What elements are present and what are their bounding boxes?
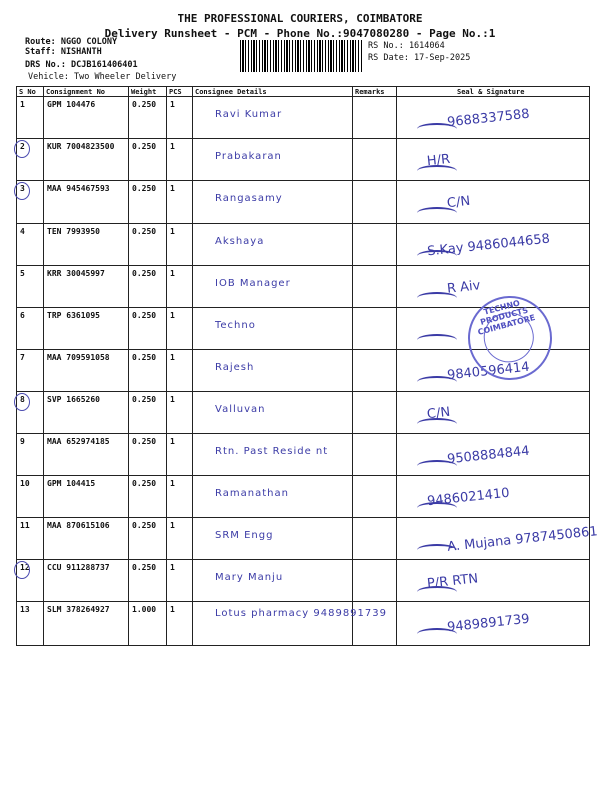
cell-signature xyxy=(397,476,590,518)
sno-text: 13 xyxy=(20,605,30,614)
cell-weight: 0.250 xyxy=(129,308,167,350)
col-remarks: Remarks xyxy=(353,87,397,97)
cell-consignment: MAA 709591058 xyxy=(44,350,129,392)
cell-remarks xyxy=(353,224,397,266)
col-consignee: Consignee Details xyxy=(193,87,353,97)
handwritten-circle xyxy=(14,182,30,200)
vehicle-label: Vehicle: Two Wheeler Delivery xyxy=(28,72,177,82)
cell-consignment: SVP 1665260 xyxy=(44,392,129,434)
staff-label: Staff: NISHANTH xyxy=(25,47,102,57)
cell-remarks xyxy=(353,518,397,560)
cell-weight: 0.250 xyxy=(129,476,167,518)
cell-remarks xyxy=(353,476,397,518)
cell-pcs: 1 xyxy=(167,392,193,434)
cell-weight: 1.000 xyxy=(129,602,167,646)
stamp-text: TECHNO PRODUCTS COIMBATORE xyxy=(476,298,537,337)
col-signature: Seal & Signature xyxy=(397,87,590,97)
handwritten-circle xyxy=(14,393,30,411)
cell-sno xyxy=(17,139,44,181)
cell-remarks xyxy=(353,139,397,181)
signature-handwriting: 9489891739 xyxy=(446,611,531,636)
consignee-handwriting: Ravi Kumar xyxy=(215,109,283,120)
col-pcs: PCS xyxy=(167,87,193,97)
cell-signature xyxy=(397,434,590,476)
cell-consignment: MAA 870615106 xyxy=(44,518,129,560)
cell-pcs: 1 xyxy=(167,476,193,518)
sno-text: 10 xyxy=(20,479,30,488)
cell-pcs: 1 xyxy=(167,434,193,476)
handwritten-circle xyxy=(14,561,30,579)
signature-scribble xyxy=(417,250,457,262)
cell-remarks xyxy=(353,560,397,602)
sno-text: 8 xyxy=(20,395,25,404)
cell-sno xyxy=(17,224,44,266)
cell-weight: 0.250 xyxy=(129,392,167,434)
cell-weight: 0.250 xyxy=(129,350,167,392)
sno-text: 11 xyxy=(20,521,30,530)
cell-sno xyxy=(17,350,44,392)
signature-scribble xyxy=(417,334,457,346)
cell-sno xyxy=(17,476,44,518)
cell-weight: 0.250 xyxy=(129,266,167,308)
consignee-handwriting: Prabakaran xyxy=(215,151,282,162)
signature-handwriting: H/R xyxy=(426,151,451,170)
cell-consignment: MAA 945467593 xyxy=(44,181,129,224)
cell-consignee xyxy=(193,139,353,181)
cell-weight: 0.250 xyxy=(129,518,167,560)
col-consignment: Consignment No xyxy=(44,87,129,97)
sno-text: 4 xyxy=(20,227,25,236)
cell-remarks xyxy=(353,602,397,646)
cell-weight: 0.250 xyxy=(129,181,167,224)
cell-pcs: 1 xyxy=(167,350,193,392)
table-row xyxy=(17,392,590,434)
signature-scribble xyxy=(417,165,457,177)
table-row xyxy=(17,139,590,181)
cell-consignment: KUR 7004823500 xyxy=(44,139,129,181)
cell-signature xyxy=(397,518,599,560)
cell-consignee xyxy=(193,434,353,476)
table-row xyxy=(17,434,590,476)
consignee-handwriting: Mary Manju xyxy=(215,572,284,583)
col-weight: Weight xyxy=(129,87,167,97)
cell-pcs: 1 xyxy=(167,560,193,602)
consignee-handwriting: Rtn. Past Reside nt xyxy=(215,446,329,457)
cell-consignee xyxy=(193,224,353,266)
consignee-handwriting: SRM Engg xyxy=(215,530,274,541)
cell-consignee xyxy=(193,560,353,602)
cell-pcs: 1 xyxy=(167,97,193,139)
cell-consignment: CCU 911288737 xyxy=(44,560,129,602)
rs-date: RS Date: 17-Sep-2025 xyxy=(368,53,471,63)
table-row xyxy=(17,518,590,560)
consignee-handwriting: Akshaya xyxy=(215,236,265,247)
signature-scribble xyxy=(417,123,457,135)
cell-consignment: KRR 30045997 xyxy=(44,266,129,308)
cell-pcs: 1 xyxy=(167,266,193,308)
cell-sno xyxy=(17,434,44,476)
table-row xyxy=(17,181,590,224)
consignee-handwriting: Valluvan xyxy=(215,404,266,415)
sno-text: 3 xyxy=(20,184,25,193)
cell-consignment: SLM 378264927 xyxy=(44,602,129,646)
cell-signature xyxy=(397,392,590,434)
cell-consignment: TEN 7993950 xyxy=(44,224,129,266)
cell-weight: 0.250 xyxy=(129,560,167,602)
signature-handwriting: 9508884844 xyxy=(446,443,531,468)
col-sno: S No xyxy=(17,87,44,97)
signature-handwriting: P/R RTN xyxy=(426,571,479,592)
signature-handwriting: C/N xyxy=(426,404,451,423)
signature-scribble xyxy=(417,376,457,388)
table-row xyxy=(17,97,590,139)
cell-consignment: TRP 6361095 xyxy=(44,308,129,350)
cell-consignment: GPM 104476 xyxy=(44,97,129,139)
sno-text: 7 xyxy=(20,353,25,362)
cell-pcs: 1 xyxy=(167,139,193,181)
cell-weight: 0.250 xyxy=(129,139,167,181)
cell-remarks xyxy=(353,266,397,308)
cell-pcs: 1 xyxy=(167,181,193,224)
cell-consignee xyxy=(193,266,353,308)
cell-weight: 0.250 xyxy=(129,434,167,476)
cell-signature xyxy=(397,139,590,181)
cell-remarks xyxy=(353,308,397,350)
signature-handwriting: S.Kay 9486044658 xyxy=(426,231,551,260)
sno-text: 9 xyxy=(20,437,25,446)
signature-scribble xyxy=(417,586,457,598)
signature-scribble xyxy=(417,207,457,219)
consignee-handwriting: Rangasamy xyxy=(215,193,283,204)
consignee-handwriting: Lotus pharmacy 9489891739 xyxy=(215,608,387,619)
signature-scribble xyxy=(417,460,457,472)
signature-handwriting: 9486021410 xyxy=(426,485,511,510)
consignee-handwriting: Techno xyxy=(215,320,256,331)
cell-consignee xyxy=(193,97,353,139)
rs-number: RS No.: 1614064 xyxy=(368,41,445,51)
cell-pcs: 1 xyxy=(167,602,193,646)
cell-pcs: 1 xyxy=(167,224,193,266)
cell-weight: 0.250 xyxy=(129,97,167,139)
cell-weight: 0.250 xyxy=(129,224,167,266)
table-row xyxy=(17,476,590,518)
signature-handwriting: 9688337588 xyxy=(446,106,531,131)
cell-consignee xyxy=(193,518,353,560)
cell-sno xyxy=(17,97,44,139)
signature-scribble xyxy=(417,292,457,304)
cell-consignee xyxy=(193,350,353,392)
cell-pcs: 1 xyxy=(167,518,193,560)
signature-scribble xyxy=(417,544,457,556)
cell-consignment: MAA 652974185 xyxy=(44,434,129,476)
consignee-handwriting: Rajesh xyxy=(215,362,255,373)
signature-handwriting: C/N xyxy=(446,193,471,212)
table-header-row xyxy=(17,87,590,97)
signature-handwriting: A. Mujana 9787450861 xyxy=(446,524,599,555)
signature-handwriting: 9840596414 xyxy=(446,359,531,384)
table-row xyxy=(17,602,590,646)
signature-scribble xyxy=(417,502,457,514)
cell-pcs: 1 xyxy=(167,308,193,350)
cell-sno xyxy=(17,392,44,434)
sno-text: 5 xyxy=(20,269,25,278)
consignee-handwriting: IOB Manager xyxy=(215,278,291,289)
cell-consignee xyxy=(193,181,353,224)
cell-consignee xyxy=(193,476,353,518)
company-title: THE PROFESSIONAL COURIERS, COIMBATORE xyxy=(177,12,423,25)
cell-remarks xyxy=(353,434,397,476)
cell-signature xyxy=(397,602,590,646)
cell-sno xyxy=(17,602,44,646)
cell-consignment: GPM 104415 xyxy=(44,476,129,518)
cell-signature xyxy=(397,224,590,266)
cell-signature xyxy=(397,181,590,224)
signature-scribble xyxy=(417,628,457,640)
cell-remarks xyxy=(353,350,397,392)
cell-signature xyxy=(397,560,590,602)
cell-consignee xyxy=(193,392,353,434)
sno-text: 6 xyxy=(20,311,25,320)
cell-sno xyxy=(17,518,44,560)
cell-sno xyxy=(17,308,44,350)
consignee-handwriting: Ramanathan xyxy=(215,488,289,499)
cell-sno xyxy=(17,266,44,308)
signature-scribble xyxy=(417,418,457,430)
table-row xyxy=(17,560,590,602)
runsheet-subtitle: Delivery Runsheet - PCM - Phone No.:9047080280 - Page No.:1 xyxy=(104,27,496,40)
route-label: Route: NGGO COLONY xyxy=(25,37,118,47)
cell-consignee xyxy=(193,308,353,350)
sno-text: 1 xyxy=(20,100,25,109)
cell-signature xyxy=(397,97,590,139)
table-row xyxy=(17,224,590,266)
cell-remarks xyxy=(353,97,397,139)
cell-sno xyxy=(17,560,44,602)
cell-consignee xyxy=(193,602,387,646)
cell-remarks xyxy=(353,181,397,224)
signature-handwriting: R Aiv xyxy=(446,278,482,297)
cell-remarks xyxy=(353,392,397,434)
cell-sno xyxy=(17,181,44,224)
handwritten-circle xyxy=(14,140,30,158)
sno-text: 2 xyxy=(20,142,25,151)
sno-text: 12 xyxy=(20,563,30,572)
drs-label: DRS No.: DCJB161406401 xyxy=(25,60,138,70)
barcode xyxy=(240,40,362,72)
